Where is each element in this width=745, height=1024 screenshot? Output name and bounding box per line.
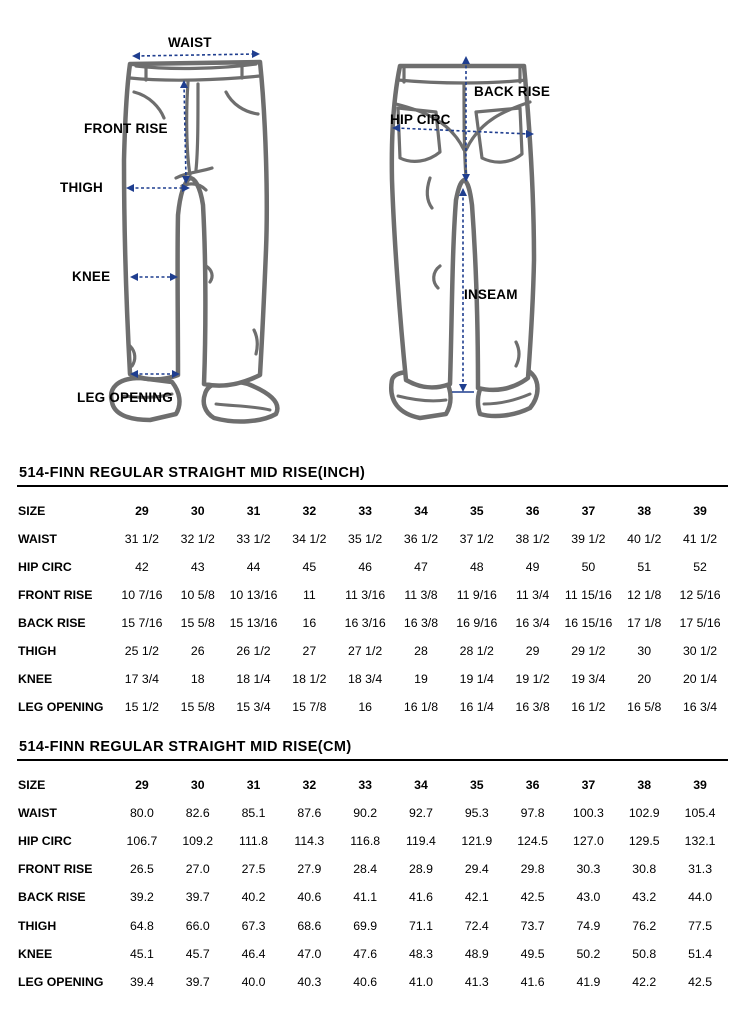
- measurement-cell: 119.4: [406, 834, 436, 849]
- measurement-cell: 71.1: [409, 918, 433, 933]
- row-label: FRONT RISE: [18, 588, 93, 602]
- measurement-cell: 29: [525, 644, 540, 658]
- row-label: BACK RISE: [18, 616, 86, 630]
- table-row: [17, 553, 728, 581]
- size-header-label: SIZE: [18, 504, 46, 518]
- measurement-cell: 116.8: [350, 834, 381, 849]
- measurement-cell: 67.3: [241, 918, 266, 933]
- measurement-cell: 43: [190, 560, 205, 574]
- row-label: KNEE: [18, 946, 53, 961]
- size-header-row: [17, 497, 728, 525]
- measurement-cell: 17 1/8: [627, 616, 662, 630]
- measurement-cell: 40.0: [241, 974, 266, 989]
- measurement-cell: 74.9: [576, 918, 601, 933]
- measurement-cell: 16 3/8: [515, 700, 550, 714]
- measurement-cell: 40.3: [297, 974, 322, 989]
- table-row: [17, 855, 728, 883]
- measurement-cell: 20: [637, 672, 652, 686]
- measurement-cell: 15 5/8: [180, 616, 215, 630]
- measurement-cell: 121.9: [461, 834, 493, 849]
- measurement-cell: 29 1/2: [571, 644, 606, 658]
- measurement-cell: 44: [246, 560, 261, 574]
- measurement-cell: 102.9: [628, 806, 660, 821]
- size-header-cell: 37: [581, 778, 596, 793]
- row-label: LEG OPENING: [18, 700, 104, 714]
- measurement-cell: 34 1/2: [292, 532, 327, 546]
- measurement-cell: 27.0: [185, 862, 210, 877]
- measurement-cell: 72.4: [464, 918, 489, 933]
- table-row: [17, 609, 728, 637]
- measurement-cell: 17 5/16: [679, 616, 721, 630]
- measurement-cell: 27.5: [241, 862, 266, 877]
- measurement-cell: 45.7: [185, 946, 210, 961]
- size-header-cell: 33: [358, 504, 372, 518]
- table-row: [17, 637, 728, 665]
- size-header-cell: 35: [469, 504, 484, 518]
- measurement-cell: 39.7: [185, 974, 210, 989]
- row-label: LEG OPENING: [18, 974, 104, 989]
- measurement-cell: 20 1/4: [682, 672, 718, 686]
- measurement-cell: 27: [302, 644, 317, 658]
- measurement-cell: 39 1/2: [571, 532, 606, 546]
- size-header-cell: 31: [246, 778, 261, 793]
- row-label: KNEE: [18, 672, 53, 686]
- measurement-cell: 17 3/4: [124, 672, 159, 686]
- measurement-cell: 41.6: [520, 974, 545, 989]
- measurement-cell: 114.3: [294, 834, 325, 849]
- row-label: THIGH: [18, 644, 57, 658]
- measurement-cell: 85.1: [241, 806, 266, 821]
- measurement-cell: 12 5/16: [679, 588, 721, 602]
- measurement-cell: 39.2: [129, 890, 154, 905]
- table-row: [17, 883, 728, 911]
- measurement-cell: 50.8: [632, 946, 657, 961]
- measurement-cell: 46: [358, 560, 372, 574]
- measurement-cell: 66.0: [185, 918, 210, 933]
- measurement-cell: 16: [358, 700, 372, 714]
- measurement-cell: 43.0: [576, 890, 601, 905]
- size-header-cell: 36: [525, 504, 540, 518]
- measurement-cell: 15 1/2: [124, 700, 159, 714]
- measurement-cell: 16 9/16: [456, 616, 498, 630]
- measurement-cell: 26 1/2: [236, 644, 271, 658]
- measurement-cell: 30.3: [576, 862, 601, 877]
- measurement-cell: 42.5: [688, 974, 713, 989]
- measurement-cell: 40.2: [241, 890, 266, 905]
- size-header-cell: 29: [135, 504, 149, 518]
- measurement-cell: 19 1/4: [459, 672, 494, 686]
- measurement-cell: 48: [469, 560, 484, 574]
- title-divider: [17, 759, 728, 761]
- measurement-cell: 19: [414, 672, 428, 686]
- measurement-cell: 11 3/16: [345, 588, 386, 602]
- measurement-cell: 11: [302, 588, 316, 602]
- measurement-cell: 29.8: [520, 862, 545, 877]
- measurement-cell: 28.4: [353, 862, 378, 877]
- measurement-cell: 46.4: [241, 946, 266, 961]
- table-row: [17, 525, 728, 553]
- measurement-cell: 64.8: [129, 918, 154, 933]
- measurement-cell: 42: [135, 560, 149, 574]
- measurement-cell: 42.5: [520, 890, 545, 905]
- inch-size-chart: [17, 464, 728, 721]
- size-header-row: [17, 771, 728, 799]
- size-header-cell: 38: [637, 504, 652, 518]
- measurement-cell: 31 1/2: [124, 532, 159, 546]
- measurement-cell: 73.7: [520, 918, 545, 933]
- measurement-cell: 16 3/16: [344, 616, 386, 630]
- label-back-rise: BACK RISE: [474, 84, 551, 99]
- size-header-cell: 30: [190, 778, 205, 793]
- measurement-cell: 109.2: [182, 834, 214, 849]
- measurement-cell: 48.9: [464, 946, 489, 961]
- measurement-cell: 28: [414, 644, 428, 658]
- measurement-cell: 11 9/16: [456, 588, 497, 602]
- measurement-cell: 111.8: [239, 834, 268, 849]
- measurement-cell: 47: [414, 560, 428, 574]
- row-label: WAIST: [18, 532, 57, 546]
- measurement-cell: 40.6: [353, 974, 378, 989]
- title-divider: [17, 485, 728, 487]
- measurement-cell: 124.5: [517, 834, 548, 849]
- size-header-cell: 34: [414, 504, 428, 518]
- measurement-cell: 50: [581, 560, 596, 574]
- measurement-cell: 16: [302, 616, 317, 630]
- measurement-cell: 33 1/2: [236, 532, 271, 546]
- measurement-cell: 69.9: [353, 918, 378, 933]
- table-row: [17, 911, 728, 939]
- cm-table-title: 514-FINN REGULAR STRAIGHT MID RISE(CM): [19, 739, 352, 755]
- measurement-cell: 18 1/4: [236, 672, 271, 686]
- measurement-cell: 11 3/4: [515, 588, 550, 602]
- measurement-cell: 82.6: [185, 806, 210, 821]
- row-label: HIP CIRC: [18, 834, 72, 849]
- table-row: [17, 693, 728, 721]
- cm-size-chart: [17, 738, 728, 996]
- label-waist: WAIST: [168, 35, 212, 50]
- size-header-cell: 36: [525, 778, 540, 793]
- measurement-cell: 42.1: [464, 890, 489, 905]
- measurement-cell: 10 7/16: [121, 588, 163, 602]
- cm-size-table: [17, 771, 728, 996]
- measurement-cell: 11 3/8: [404, 588, 438, 602]
- measurement-cell: 16 1/2: [571, 700, 606, 714]
- size-header-cell: 37: [581, 504, 596, 518]
- measurement-cell: 29.4: [464, 862, 489, 877]
- row-label: THIGH: [18, 918, 57, 933]
- inch-size-table: [17, 497, 728, 721]
- measurement-cell: 27 1/2: [348, 644, 383, 658]
- measurement-cell: 43.2: [632, 890, 657, 905]
- size-header-cell: 38: [637, 778, 652, 793]
- size-header-cell: 30: [190, 504, 205, 518]
- row-label: HIP CIRC: [18, 560, 72, 574]
- measurement-cell: 87.6: [297, 806, 322, 821]
- measurement-cell: 25 1/2: [124, 644, 159, 658]
- measurement-cell: 16 3/4: [682, 700, 718, 714]
- size-header-cell: 32: [302, 778, 317, 793]
- table-row: [17, 581, 728, 609]
- measurement-cell: 42.2: [632, 974, 657, 989]
- measurement-cell: 47.0: [297, 946, 322, 961]
- measurement-cell: 10 13/16: [229, 588, 278, 602]
- measurement-cell: 18 3/4: [348, 672, 383, 686]
- size-header-cell: 39: [693, 778, 707, 793]
- row-label: FRONT RISE: [18, 862, 93, 877]
- measurement-cell: 18: [190, 672, 205, 686]
- measurement-cell: 32 1/2: [180, 532, 215, 546]
- size-header-cell: 39: [693, 504, 707, 518]
- measurement-cell: 51: [637, 560, 652, 574]
- measurement-cell: 90.2: [353, 806, 378, 821]
- measurement-cell: 77.5: [688, 918, 713, 933]
- measurement-cell: 49: [525, 560, 540, 574]
- measurement-cell: 19 1/2: [515, 672, 550, 686]
- size-header-cell: 31: [246, 504, 261, 518]
- measurement-cell: 39.7: [185, 890, 210, 905]
- measurement-cell: 76.2: [632, 918, 657, 933]
- measurement-cell: 37 1/2: [459, 532, 494, 546]
- table-row: [17, 940, 728, 968]
- measurement-cell: 132.1: [684, 834, 716, 849]
- table-row: [17, 968, 728, 996]
- size-header-cell: 34: [414, 778, 428, 793]
- measurement-cell: 40.6: [297, 890, 322, 905]
- measurement-cell: 129.5: [628, 834, 660, 849]
- measurement-cell: 15 7/16: [121, 616, 163, 630]
- measurement-cell: 16 1/4: [459, 700, 494, 714]
- measurement-cell: 41.3: [464, 974, 489, 989]
- measurement-cell: 31.3: [688, 862, 713, 877]
- measurement-diagram: [0, 0, 745, 440]
- table-row: [17, 827, 728, 855]
- measurement-cell: 48.3: [409, 946, 433, 961]
- table-row: [17, 665, 728, 693]
- measurement-cell: 35 1/2: [348, 532, 383, 546]
- measurement-cell: 41.6: [409, 890, 433, 905]
- measurement-cell: 30: [637, 644, 652, 658]
- measurement-cell: 15 3/4: [236, 700, 271, 714]
- size-header-label: SIZE: [18, 778, 46, 793]
- label-knee: KNEE: [72, 269, 111, 284]
- measurement-cell: 19 3/4: [571, 672, 606, 686]
- measurement-cell: 16 15/16: [564, 616, 613, 630]
- measurement-cell: 36 1/2: [403, 532, 439, 546]
- measurement-cell: 16 3/4: [515, 616, 550, 630]
- measurement-cell: 16 5/8: [627, 700, 662, 714]
- measurement-cell: 15 13/16: [229, 616, 278, 630]
- measurement-cell: 12 1/8: [627, 588, 662, 602]
- measurement-cell: 80.0: [129, 806, 154, 821]
- measurement-cell: 28.9: [409, 862, 433, 877]
- measurement-cell: 41.0: [409, 974, 433, 989]
- label-thigh: THIGH: [60, 180, 103, 195]
- label-leg-opening: LEG OPENING: [77, 390, 173, 405]
- row-label: BACK RISE: [18, 890, 86, 905]
- measurement-cell: 16 3/8: [403, 616, 439, 630]
- measurement-cell: 15 5/8: [180, 700, 215, 714]
- measurement-cell: 41.1: [353, 890, 378, 905]
- measurement-cell: 92.7: [409, 806, 433, 821]
- measurement-cell: 41.9: [576, 974, 601, 989]
- measurement-cell: 45: [302, 560, 317, 574]
- measurement-cell: 26.5: [129, 862, 154, 877]
- measurement-cell: 40 1/2: [627, 532, 662, 546]
- size-header-cell: 29: [135, 778, 149, 793]
- measurement-cell: 97.8: [520, 806, 545, 821]
- measurement-cell: 26: [190, 644, 205, 658]
- measurement-cell: 127.0: [573, 834, 604, 849]
- measurement-cell: 100.3: [573, 806, 604, 821]
- measurement-cell: 39.4: [129, 974, 154, 989]
- measurement-cell: 44.0: [688, 890, 713, 905]
- measurement-cell: 68.6: [297, 918, 322, 933]
- measurement-cell: 18 1/2: [292, 672, 327, 686]
- measurement-cell: 50.2: [576, 946, 601, 961]
- measurement-cell: 51.4: [688, 946, 713, 961]
- measurement-cell: 41 1/2: [682, 532, 718, 546]
- measurement-cell: 30 1/2: [682, 644, 718, 658]
- front-pants-illustration: [111, 62, 277, 421]
- size-header-cell: 35: [469, 778, 484, 793]
- size-header-cell: 32: [302, 504, 317, 518]
- label-inseam: INSEAM: [464, 287, 518, 302]
- measurement-cell: 47.6: [353, 946, 378, 961]
- label-front-rise: FRONT RISE: [84, 121, 168, 136]
- measurement-cell: 49.5: [520, 946, 545, 961]
- measurement-cell: 10 5/8: [180, 588, 215, 602]
- measurement-cell: 45.1: [129, 946, 154, 961]
- measurement-cell: 11 15/16: [564, 588, 612, 602]
- measurement-cell: 95.3: [464, 806, 489, 821]
- measurement-cell: 105.4: [684, 806, 716, 821]
- measurement-cell: 28 1/2: [459, 644, 494, 658]
- label-hip-circ: HIP CIRC: [390, 112, 451, 127]
- measurement-cell: 15 7/8: [292, 700, 327, 714]
- size-header-cell: 33: [358, 778, 372, 793]
- inch-table-title: 514-FINN REGULAR STRAIGHT MID RISE(INCH): [19, 465, 366, 481]
- table-row: [17, 799, 728, 827]
- measurement-cell: 30.8: [632, 862, 657, 877]
- measurement-cell: 38 1/2: [515, 532, 550, 546]
- row-label: WAIST: [18, 806, 57, 821]
- measurement-cell: 52: [693, 560, 707, 574]
- measurement-cell: 106.7: [126, 834, 158, 849]
- measurement-cell: 27.9: [297, 862, 322, 877]
- measurement-cell: 16 1/8: [403, 700, 439, 714]
